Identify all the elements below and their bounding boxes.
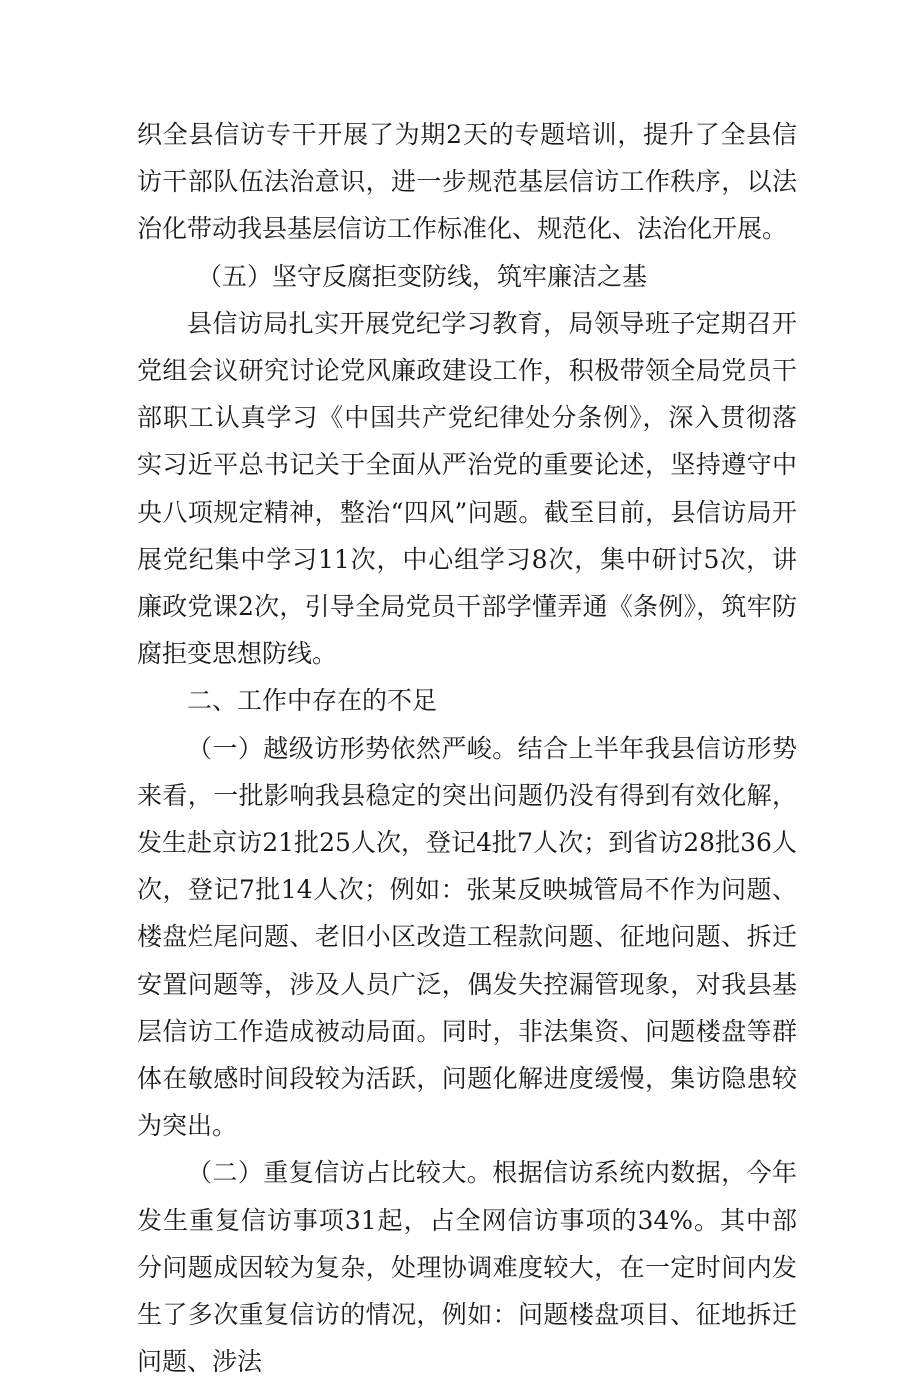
paragraph-escalated-petitions: （一）越级访形势依然严峻。结合上半年我县信访形势来看，一批影响我县稳定的突出问题仍没有得到有效化解，发生赴京访21批25人次，登记4批7人次；到省访28批36人次，登记7批14人次；例如：张某反映城管局不作为问题、楼盘烂尾问题、老旧小区改造工程款问题、征地问题、拆迁安置问题等，涉及人员广泛，偶发失控漏管现象，对我县基层信访工作造成被动局面。同时，非法集资、问题楼盘等群体在敏感时间段较为活跃，问题化解进度缓慢，集访隐患较为突出。	[137, 733, 797, 1141]
paragraph-repeat-petitions: （二）重复信访占比较大。根据信访系统内数据，今年发生重复信访事项31起，占全网信访事项的34%。其中部分问题成因较为复杂，处理协调难度较大，在一定时间内发生了多次重复信访的情况，例如：问题楼盘项目、征地拆迁问题、涉法	[137, 1158, 797, 1377]
paragraph-party-discipline: 县信访局扎实开展党纪学习教育，局领导班子定期召开党组会议研究讨论党风廉政建设工作，积极带领全局党员干部职工认真学习《中国共产党纪律处分条例》，深入贯彻落实习近平总书记关于全面从严治党的重要论述，坚持遵守中央八项规定精神，整治“四风”问题。截至目前，县信访局开展党纪集中学习11次，中心组学习8次，集中研讨5次，讲廉政党课2次，引导全局党员干部学懂弄通《条例》，筑牢防腐拒变思想防线。	[137, 308, 797, 669]
paragraph-training-continuation: 织全县信访专干开展了为期2天的专题培训，提升了全县信访干部队伍法治意识，进一步规范基层信访工作秩序，以法治化带动我县基层信访工作标准化、规范化、法治化开展。	[137, 120, 797, 244]
section-heading-anti-corruption: （五）坚守反腐拒变防线，筑牢廉洁之基	[197, 261, 648, 291]
section-heading-shortcomings: 二、工作中存在的不足	[187, 686, 438, 716]
document-body	[137, 111, 797, 1385]
